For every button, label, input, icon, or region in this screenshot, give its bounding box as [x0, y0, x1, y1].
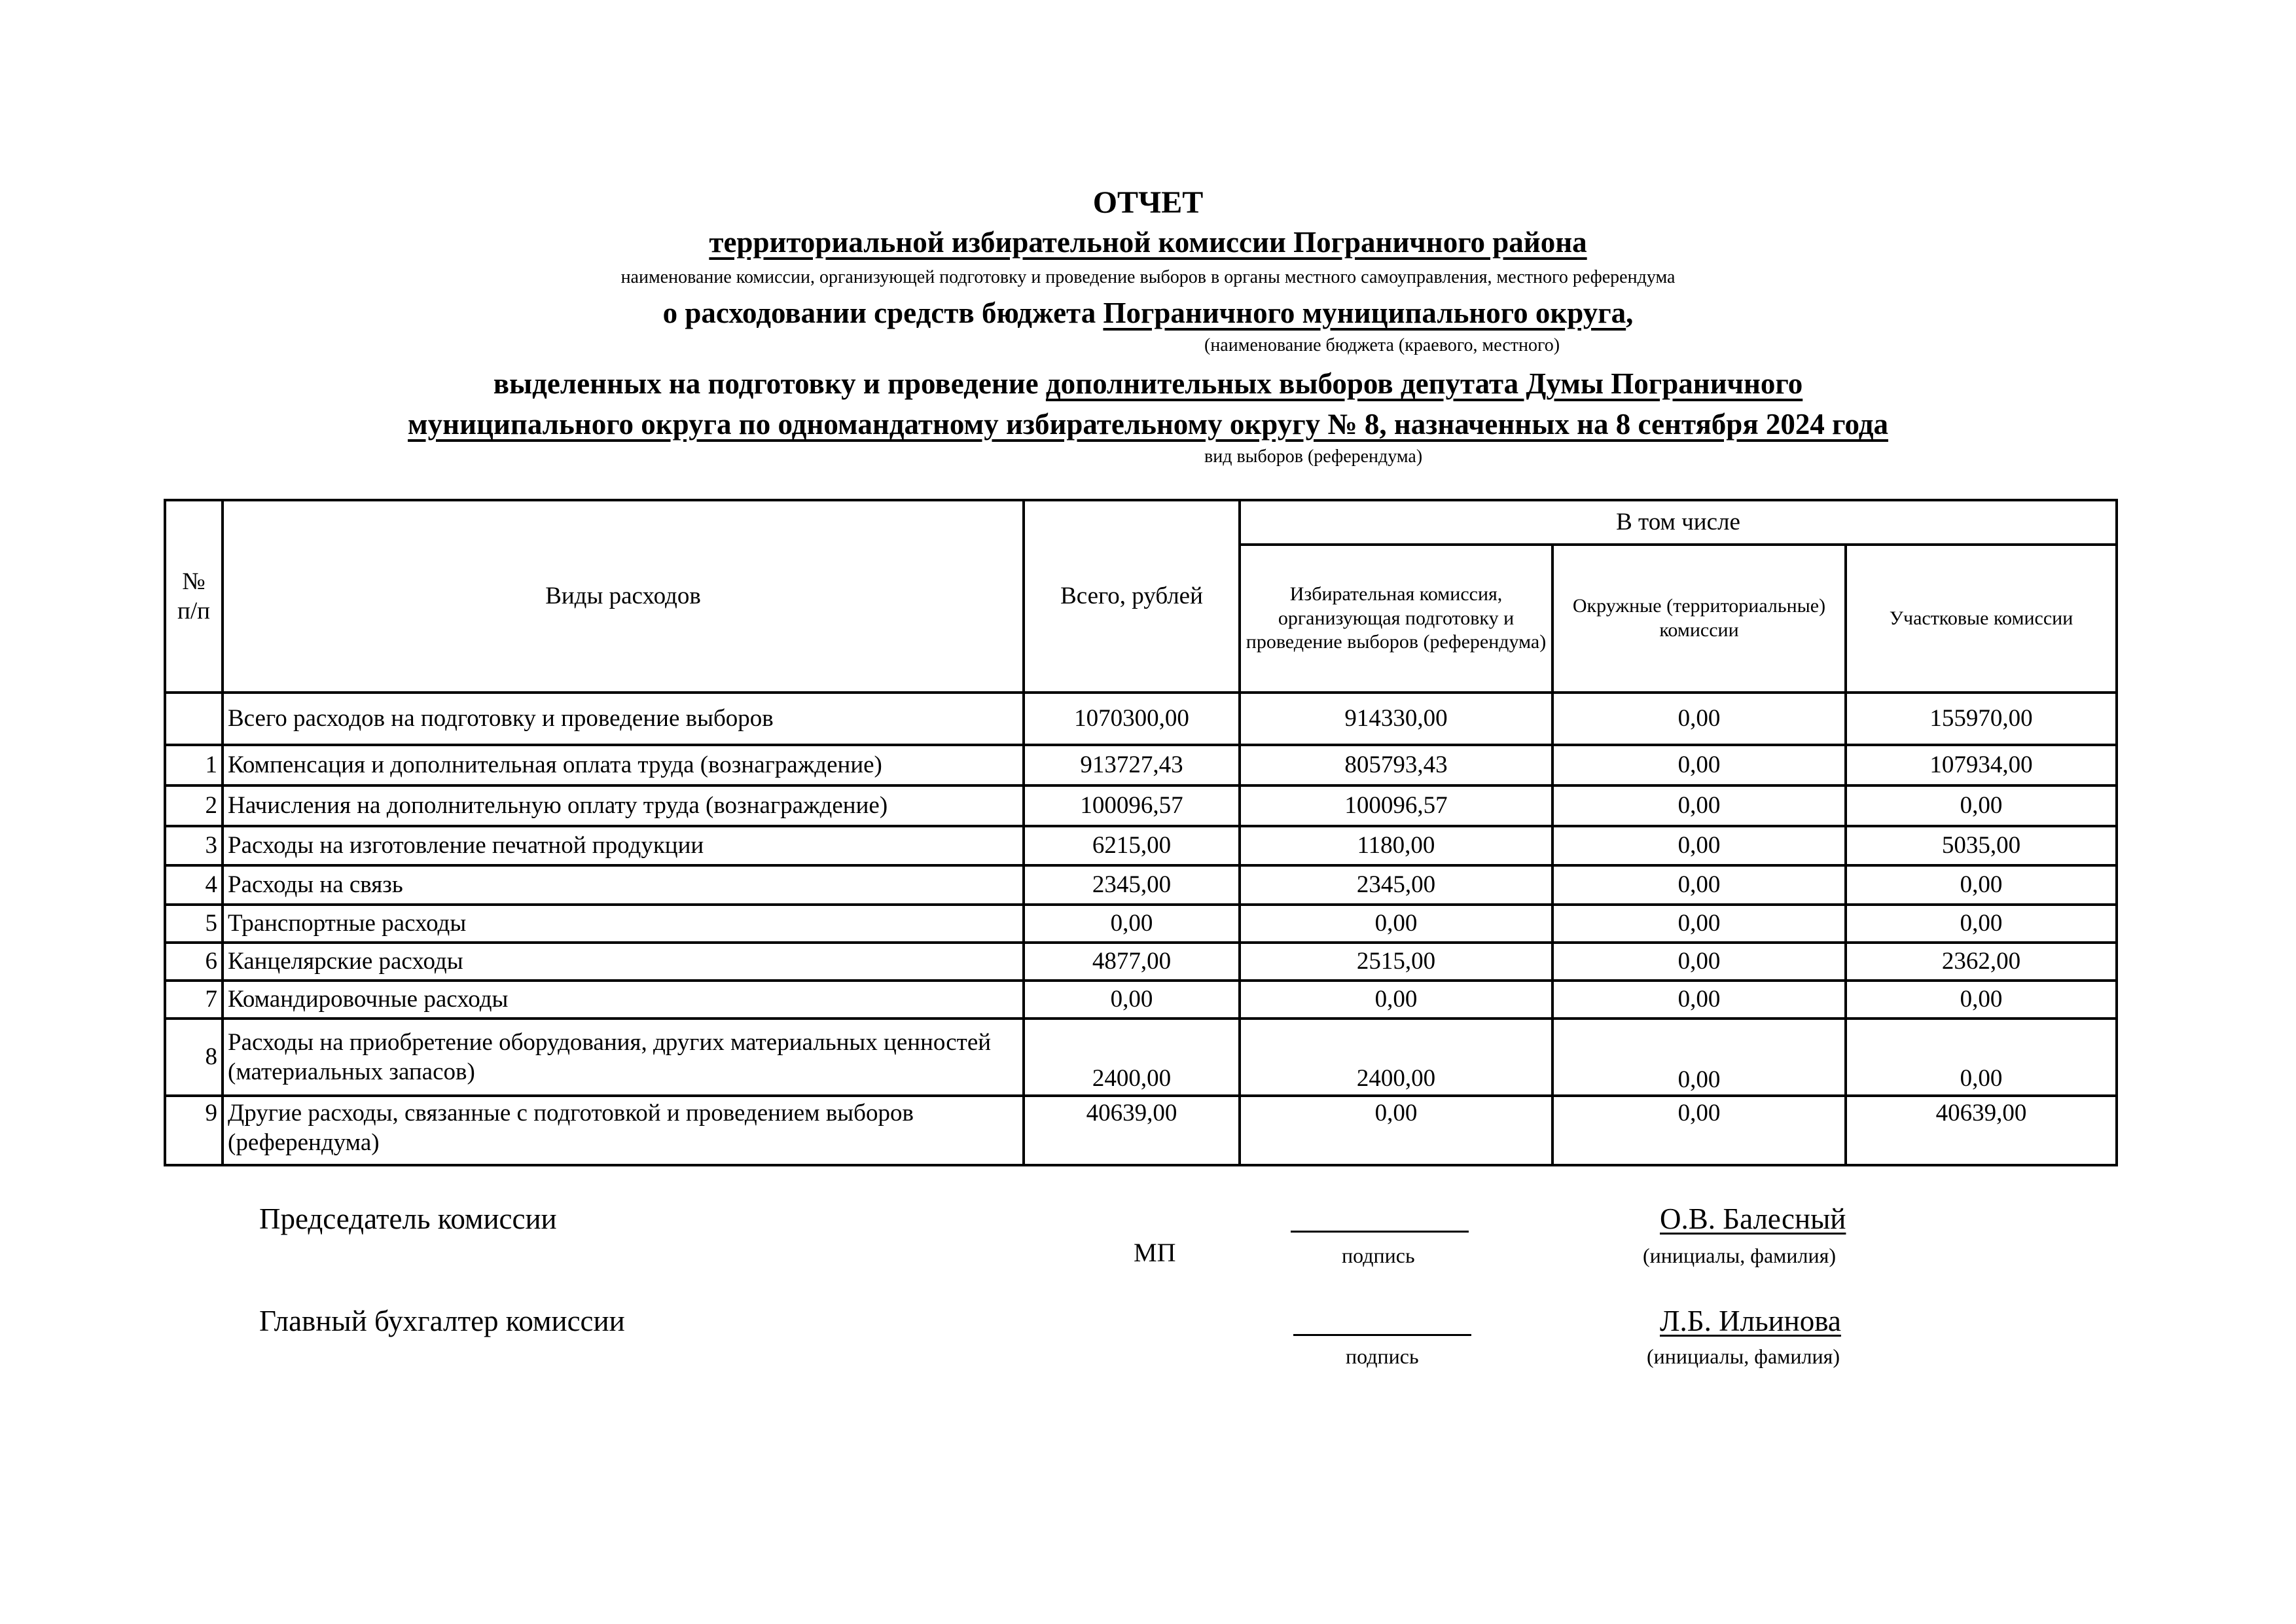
- row-district: 0,00: [1552, 785, 1846, 826]
- expense-table: [164, 499, 2118, 1166]
- row-district: 0,00: [1552, 826, 1846, 865]
- header-row-1: [165, 500, 2117, 545]
- table-row-total: [165, 693, 2117, 745]
- row-organizing: 0,00: [1240, 981, 1552, 1019]
- row-num: 1: [165, 745, 223, 785]
- row-precinct: 107934,00: [1846, 745, 2117, 785]
- row-district: 0,00: [1552, 1019, 1846, 1096]
- election-name-part-2: муниципального округа по одномандатному избирательному округу № 8, назначенных на 8 сентября 2024 года: [408, 408, 1888, 441]
- col-header-total: Всего, рублей: [1024, 500, 1240, 693]
- row-organizing: 0,00: [1240, 905, 1552, 943]
- row-organizing: 0,00: [1240, 1096, 1552, 1165]
- table-row: [165, 1019, 2117, 1096]
- col-header-organizing: Избирательная комиссия, организующая подготовку и проведение выборов (референдума): [1240, 545, 1552, 693]
- row-num: 4: [165, 865, 223, 905]
- table-row: [165, 865, 2117, 905]
- row-organizing: 805793,43: [1240, 745, 1552, 785]
- row-name: Транспортные расходы: [223, 905, 1024, 943]
- row-district: 0,00: [1552, 745, 1846, 785]
- commission-hint: наименование комиссии, организующей подготовку и проведение выборов в органы местного самоуправления, местного референдума: [620, 267, 1676, 287]
- row-organizing: 2345,00: [1240, 865, 1552, 905]
- row-total: 100096,57: [1024, 785, 1240, 826]
- row-name: Расходы на изготовление печатной продукции: [223, 826, 1024, 865]
- chair-name-hint: (инициалы, фамилия): [1643, 1244, 1837, 1267]
- row-district: 0,00: [1552, 943, 1846, 981]
- row-precinct: 155970,00: [1846, 693, 2117, 745]
- row-precinct: 0,00: [1846, 1019, 2117, 1096]
- col-header-district: Окружные (территориальные) комиссии: [1552, 545, 1846, 693]
- row-total: 913727,43: [1024, 745, 1240, 785]
- row-district: 0,00: [1552, 981, 1846, 1019]
- table-row: [165, 905, 2117, 943]
- row-district: 0,00: [1552, 693, 1846, 745]
- chair-signature-line: [1291, 1228, 1469, 1233]
- report-title: ОТЧЕТ: [1092, 185, 1204, 220]
- row-precinct: 40639,00: [1846, 1096, 2117, 1165]
- row-organizing: 914330,00: [1240, 693, 1552, 745]
- accountant-name: Л.Б. Ильинова: [1660, 1305, 1841, 1337]
- chair-title: Председатель комиссии: [259, 1202, 557, 1235]
- row-precinct: 5035,00: [1846, 826, 2117, 865]
- row-name: Расходы на связь: [223, 865, 1024, 905]
- row-num: 6: [165, 943, 223, 981]
- row-total: 4877,00: [1024, 943, 1240, 981]
- row-total: 1070300,00: [1024, 693, 1240, 745]
- col-header-including: В том числе: [1240, 500, 2117, 545]
- budget-hint: (наименование бюджета (краевого, местного): [1204, 335, 1560, 355]
- row-district: 0,00: [1552, 905, 1846, 943]
- row-name: Канцелярские расходы: [223, 943, 1024, 981]
- row-num: 3: [165, 826, 223, 865]
- row-name: Другие расходы, связанные с подготовкой и проведением выборов (референдума): [223, 1096, 1024, 1165]
- chair-signature-hint: подпись: [1342, 1244, 1415, 1267]
- row-num: 5: [165, 905, 223, 943]
- row-num: 2: [165, 785, 223, 826]
- row-precinct: 0,00: [1846, 981, 2117, 1019]
- row-total: 40639,00: [1024, 1096, 1240, 1165]
- accountant-signature-line: [1293, 1331, 1471, 1336]
- stamp-label: МП: [1134, 1238, 1176, 1267]
- accountant-signature-hint: подпись: [1346, 1344, 1419, 1368]
- purpose-line-2: [0, 407, 2296, 441]
- row-total: 2400,00: [1024, 1019, 1240, 1096]
- col-header-precinct: Участковые комиссии: [1846, 545, 2117, 693]
- row-num: 8: [165, 1019, 223, 1096]
- row-organizing: 1180,00: [1240, 826, 1552, 865]
- row-organizing: 100096,57: [1240, 785, 1552, 826]
- row-name: Всего расходов на подготовку и проведение выборов: [223, 693, 1024, 745]
- purpose-line-1: выделенных на подготовку и проведение дополнительных выборов депутата Думы Пограничного: [493, 367, 1803, 400]
- row-precinct: 2362,00: [1846, 943, 2117, 981]
- accountant-name-hint: (инициалы, фамилия): [1647, 1344, 1840, 1368]
- row-total: 0,00: [1024, 981, 1240, 1019]
- election-name-part-1: дополнительных выборов депутата Думы Пограничного: [1045, 367, 1803, 400]
- row-name: Начисления на дополнительную оплату труда (вознаграждение): [223, 785, 1024, 826]
- row-num: 9: [165, 1096, 223, 1165]
- table-row: [165, 943, 2117, 981]
- table-row: [165, 981, 2117, 1019]
- col-header-num: № п/п: [165, 500, 223, 693]
- budget-line: о расходовании средств бюджета Пограничного муниципального округа,: [662, 297, 1634, 329]
- row-name: Компенсация и дополнительная оплата труда (вознаграждение): [223, 745, 1024, 785]
- table-row: [165, 826, 2117, 865]
- election-hint: вид выборов (референдума): [1204, 446, 1423, 467]
- row-name: Командировочные расходы: [223, 981, 1024, 1019]
- row-num: 7: [165, 981, 223, 1019]
- col-header-type: Виды расходов: [223, 500, 1024, 693]
- row-num: [165, 693, 223, 745]
- row-total: 0,00: [1024, 905, 1240, 943]
- row-district: 0,00: [1552, 1096, 1846, 1165]
- budget-name: Пограничного муниципального округа: [1103, 297, 1626, 329]
- row-organizing: 2400,00: [1240, 1019, 1552, 1096]
- row-precinct: 0,00: [1846, 865, 2117, 905]
- chair-name: О.В. Балесный: [1660, 1202, 1846, 1235]
- commission-name: территориальной избирательной комиссии Пограничного района: [709, 226, 1587, 259]
- row-district: 0,00: [1552, 865, 1846, 905]
- accountant-title: Главный бухгалтер комиссии: [259, 1305, 625, 1337]
- row-total: 6215,00: [1024, 826, 1240, 865]
- row-total: 2345,00: [1024, 865, 1240, 905]
- row-precinct: 0,00: [1846, 905, 2117, 943]
- row-name: Расходы на приобретение оборудования, других материальных ценностей (материальных запасов): [223, 1019, 1024, 1096]
- table-row: [165, 745, 2117, 785]
- row-precinct: 0,00: [1846, 785, 2117, 826]
- table-row: [165, 785, 2117, 826]
- row-organizing: 2515,00: [1240, 943, 1552, 981]
- table-row: [165, 1096, 2117, 1165]
